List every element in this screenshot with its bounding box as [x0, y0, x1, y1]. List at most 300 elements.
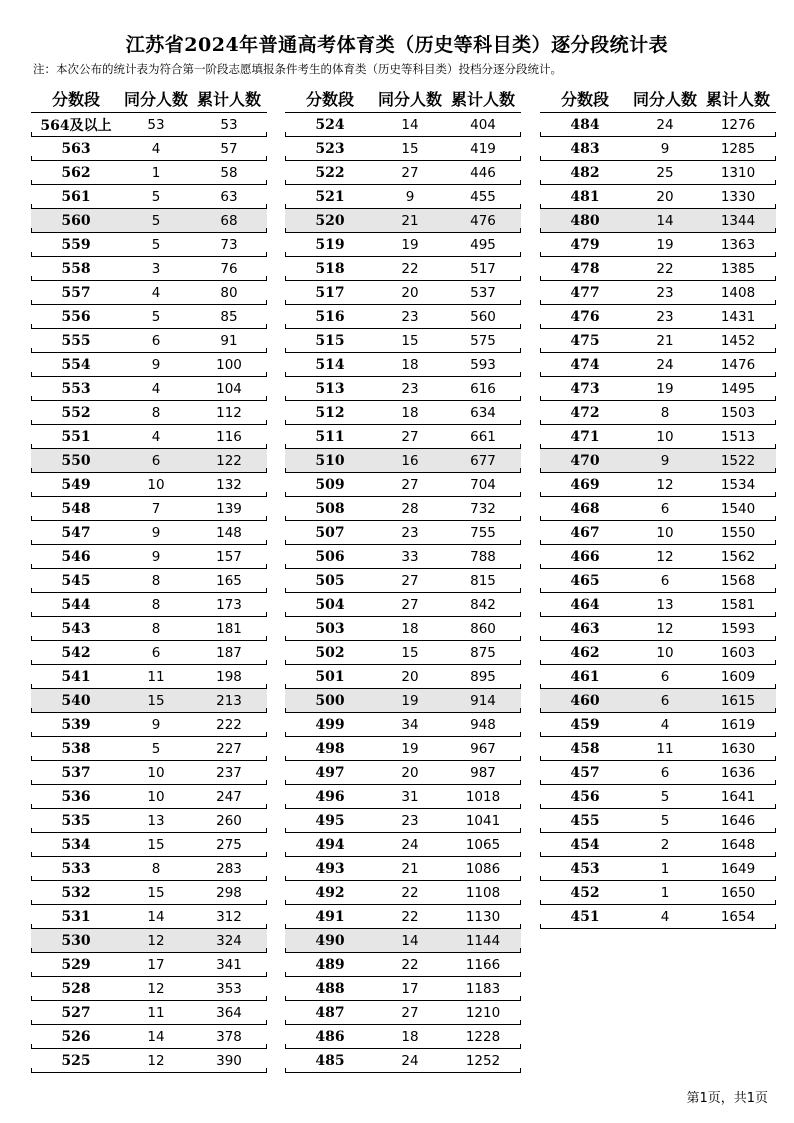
cumulative-count-cell: 1550 [720, 524, 756, 541]
cumulative-count-cell: 63 [220, 188, 238, 205]
score-cell: 556 [61, 308, 91, 325]
score-cell: 510 [315, 452, 345, 469]
same-score-count-cell: 12 [147, 980, 165, 997]
score-cell: 508 [315, 500, 345, 517]
table-row [31, 929, 267, 953]
table-row [31, 641, 267, 665]
score-cell: 562 [61, 164, 91, 181]
table-row [285, 161, 521, 185]
score-cell: 557 [61, 284, 91, 301]
header-same-score-count: 同分人数 [632, 89, 697, 109]
same-score-count-cell: 33 [401, 548, 419, 565]
table-row [285, 257, 521, 281]
same-score-count-cell: 8 [151, 404, 161, 421]
table-row [31, 953, 267, 977]
cumulative-count-cell: 593 [470, 356, 496, 373]
cumulative-count-cell: 73 [220, 236, 238, 253]
cumulative-count-cell: 1648 [720, 836, 756, 853]
score-cell: 494 [315, 836, 345, 853]
table-row [285, 569, 521, 593]
same-score-count-cell: 4 [151, 428, 161, 445]
cumulative-count-cell: 1344 [720, 212, 756, 229]
cumulative-count-cell: 181 [216, 620, 242, 637]
cumulative-count-cell: 1086 [465, 860, 501, 877]
table-row [285, 353, 521, 377]
same-score-count-cell: 18 [401, 356, 419, 373]
table-row [31, 281, 267, 305]
same-score-count-cell: 22 [401, 956, 419, 973]
same-score-count-cell: 9 [660, 452, 670, 469]
score-cell: 488 [315, 980, 345, 997]
table-row [540, 761, 776, 785]
cumulative-count-cell: 987 [470, 764, 496, 781]
score-cell: 469 [570, 476, 600, 493]
score-cell: 526 [61, 1028, 91, 1045]
table-row [285, 617, 521, 641]
cumulative-count-cell: 283 [216, 860, 242, 877]
cumulative-count-cell: 1654 [720, 908, 756, 925]
table-row [285, 737, 521, 761]
table-row [285, 809, 521, 833]
score-cell: 543 [61, 620, 91, 637]
same-score-count-cell: 9 [151, 524, 161, 541]
cumulative-count-cell: 1476 [720, 356, 756, 373]
same-score-count-cell: 6 [660, 692, 670, 709]
table-row [540, 809, 776, 833]
score-cell: 502 [315, 644, 345, 661]
score-cell: 534 [61, 836, 91, 853]
score-cell: 483 [570, 140, 600, 157]
score-cell: 465 [570, 572, 600, 589]
same-score-count-cell: 17 [147, 956, 165, 973]
same-score-count-cell: 14 [147, 908, 165, 925]
same-score-count-cell: 24 [656, 116, 674, 133]
cumulative-count-cell: 1495 [720, 380, 756, 397]
table-row [540, 881, 776, 905]
table-row [31, 329, 267, 353]
cumulative-count-cell: 1210 [465, 1004, 501, 1021]
table-row [31, 233, 267, 257]
cumulative-count-cell: 1562 [720, 548, 756, 565]
same-score-count-cell: 5 [151, 236, 161, 253]
score-cell: 563 [61, 140, 91, 157]
same-score-count-cell: 5 [151, 188, 161, 205]
table-row [285, 905, 521, 929]
table-row [285, 113, 521, 137]
cumulative-count-cell: 517 [470, 260, 496, 277]
cumulative-count-cell: 1522 [720, 452, 756, 469]
same-score-count-cell: 8 [151, 572, 161, 589]
table-row [31, 257, 267, 281]
score-cell: 515 [315, 332, 345, 349]
score-cell: 544 [61, 596, 91, 613]
table-row [31, 881, 267, 905]
table-row [31, 1001, 267, 1025]
score-cell: 496 [315, 788, 345, 805]
score-cell: 525 [61, 1052, 91, 1069]
cumulative-count-cell: 1018 [465, 788, 501, 805]
score-cell: 493 [315, 860, 345, 877]
cumulative-count-cell: 842 [470, 596, 496, 613]
cumulative-count-cell: 132 [216, 476, 242, 493]
same-score-count-cell: 16 [401, 452, 419, 469]
cumulative-count-cell: 312 [216, 908, 242, 925]
cumulative-count-cell: 634 [470, 404, 496, 421]
cumulative-count-cell: 1108 [465, 884, 501, 901]
score-cell: 504 [315, 596, 345, 613]
table-row [540, 545, 776, 569]
table-row [31, 689, 267, 713]
cumulative-count-cell: 100 [216, 356, 242, 373]
table-row [540, 665, 776, 689]
cumulative-count-cell: 1603 [720, 644, 756, 661]
same-score-count-cell: 5 [660, 788, 670, 805]
score-cell: 520 [315, 212, 345, 229]
score-cell: 545 [61, 572, 91, 589]
same-score-count-cell: 12 [147, 1052, 165, 1069]
cumulative-count-cell: 704 [470, 476, 496, 493]
table-row [31, 977, 267, 1001]
same-score-count-cell: 6 [660, 668, 670, 685]
same-score-count-cell: 11 [656, 740, 674, 757]
score-cell: 490 [315, 932, 345, 949]
same-score-count-cell: 4 [660, 716, 670, 733]
same-score-count-cell: 6 [660, 572, 670, 589]
table-row [540, 689, 776, 713]
score-cell: 492 [315, 884, 345, 901]
table-row [285, 929, 521, 953]
score-cell: 499 [315, 716, 345, 733]
table-row [31, 785, 267, 809]
score-cell: 454 [570, 836, 600, 853]
table-row [540, 329, 776, 353]
cumulative-count-cell: 616 [470, 380, 496, 397]
cumulative-count-cell: 1593 [720, 620, 756, 637]
cumulative-count-cell: 1166 [465, 956, 501, 973]
same-score-count-cell: 13 [656, 596, 674, 613]
table-row [31, 353, 267, 377]
table-row [285, 473, 521, 497]
same-score-count-cell: 6 [660, 500, 670, 517]
same-score-count-cell: 27 [401, 572, 419, 589]
score-cell: 477 [570, 284, 600, 301]
same-score-count-cell: 6 [151, 644, 161, 661]
same-score-count-cell: 19 [401, 692, 419, 709]
same-score-count-cell: 17 [401, 980, 419, 997]
score-cell: 470 [570, 452, 600, 469]
score-table-column-3 [540, 84, 776, 929]
score-cell: 514 [315, 356, 345, 373]
same-score-count-cell: 20 [401, 764, 419, 781]
same-score-count-cell: 10 [656, 644, 674, 661]
cumulative-count-cell: 967 [470, 740, 496, 757]
table-row [31, 497, 267, 521]
table-row [285, 1001, 521, 1025]
table-row [540, 521, 776, 545]
score-cell: 491 [315, 908, 345, 925]
cumulative-count-cell: 104 [216, 380, 242, 397]
score-cell: 466 [570, 548, 600, 565]
score-cell: 528 [61, 980, 91, 997]
same-score-count-cell: 12 [656, 476, 674, 493]
same-score-count-cell: 14 [401, 116, 419, 133]
same-score-count-cell: 28 [401, 500, 419, 517]
same-score-count-cell: 10 [656, 524, 674, 541]
score-cell: 503 [315, 620, 345, 637]
score-cell: 457 [570, 764, 600, 781]
cumulative-count-cell: 1630 [720, 740, 756, 757]
table-row [540, 785, 776, 809]
same-score-count-cell: 8 [151, 596, 161, 613]
score-cell: 555 [61, 332, 91, 349]
table-row [285, 1049, 521, 1073]
table-row [31, 617, 267, 641]
same-score-count-cell: 5 [151, 740, 161, 757]
score-cell: 501 [315, 668, 345, 685]
table-header [540, 84, 776, 113]
same-score-count-cell: 15 [147, 884, 165, 901]
table-row [285, 425, 521, 449]
same-score-count-cell: 25 [656, 164, 674, 181]
score-cell: 455 [570, 812, 600, 829]
table-row [31, 161, 267, 185]
score-cell: 475 [570, 332, 600, 349]
cumulative-count-cell: 560 [470, 308, 496, 325]
score-table-column-2 [285, 84, 521, 1073]
score-cell: 512 [315, 404, 345, 421]
same-score-count-cell: 27 [401, 164, 419, 181]
table-row [285, 281, 521, 305]
score-cell: 532 [61, 884, 91, 901]
cumulative-count-cell: 148 [216, 524, 242, 541]
same-score-count-cell: 19 [656, 236, 674, 253]
cumulative-count-cell: 213 [216, 692, 242, 709]
cumulative-count-cell: 139 [216, 500, 242, 517]
cumulative-count-cell: 68 [220, 212, 238, 229]
table-row [540, 305, 776, 329]
cumulative-count-cell: 58 [220, 164, 238, 181]
table-row [285, 521, 521, 545]
cumulative-count-cell: 187 [216, 644, 242, 661]
cumulative-count-cell: 1540 [720, 500, 756, 517]
cumulative-count-cell: 1276 [720, 116, 756, 133]
same-score-count-cell: 9 [151, 716, 161, 733]
score-cell: 517 [315, 284, 345, 301]
table-row [540, 833, 776, 857]
table-row [285, 665, 521, 689]
cumulative-count-cell: 575 [470, 332, 496, 349]
same-score-count-cell: 21 [401, 212, 419, 229]
cumulative-count-cell: 1310 [720, 164, 756, 181]
table-row [31, 833, 267, 857]
same-score-count-cell: 12 [656, 548, 674, 565]
same-score-count-cell: 9 [660, 140, 670, 157]
table-row [31, 425, 267, 449]
score-cell: 527 [61, 1004, 91, 1021]
same-score-count-cell: 10 [147, 764, 165, 781]
cumulative-count-cell: 85 [220, 308, 238, 325]
same-score-count-cell: 4 [660, 908, 670, 925]
score-cell: 531 [61, 908, 91, 925]
score-cell: 524 [315, 116, 345, 133]
score-cell: 540 [61, 692, 91, 709]
table-row [31, 521, 267, 545]
table-row [540, 209, 776, 233]
score-cell: 537 [61, 764, 91, 781]
score-cell: 476 [570, 308, 600, 325]
score-cell: 521 [315, 188, 345, 205]
cumulative-count-cell: 1252 [465, 1052, 501, 1069]
same-score-count-cell: 2 [660, 836, 670, 853]
cumulative-count-cell: 324 [216, 932, 242, 949]
table-row [285, 881, 521, 905]
same-score-count-cell: 8 [151, 620, 161, 637]
score-cell: 536 [61, 788, 91, 805]
score-cell: 533 [61, 860, 91, 877]
table-row [31, 545, 267, 569]
table-row [540, 857, 776, 881]
score-cell: 535 [61, 812, 91, 829]
same-score-count-cell: 1 [660, 884, 670, 901]
cumulative-count-cell: 116 [216, 428, 242, 445]
table-row [540, 593, 776, 617]
cumulative-count-cell: 788 [470, 548, 496, 565]
score-cell: 474 [570, 356, 600, 373]
table-row [540, 713, 776, 737]
score-cell: 561 [61, 188, 91, 205]
score-cell: 478 [570, 260, 600, 277]
same-score-count-cell: 20 [401, 668, 419, 685]
same-score-count-cell: 19 [401, 236, 419, 253]
cumulative-count-cell: 1408 [720, 284, 756, 301]
same-score-count-cell: 27 [401, 1004, 419, 1021]
header-same-score-count: 同分人数 [123, 89, 188, 109]
cumulative-count-cell: 1183 [465, 980, 501, 997]
cumulative-count-cell: 173 [216, 596, 242, 613]
table-row [285, 593, 521, 617]
table-row [285, 545, 521, 569]
same-score-count-cell: 12 [147, 932, 165, 949]
cumulative-count-cell: 1385 [720, 260, 756, 277]
table-row [31, 185, 267, 209]
same-score-count-cell: 31 [401, 788, 419, 805]
cumulative-count-cell: 419 [470, 140, 496, 157]
same-score-count-cell: 15 [147, 692, 165, 709]
same-score-count-cell: 21 [401, 860, 419, 877]
table-row [540, 377, 776, 401]
same-score-count-cell: 3 [151, 260, 161, 277]
same-score-count-cell: 18 [401, 404, 419, 421]
table-row [31, 377, 267, 401]
cumulative-count-cell: 860 [470, 620, 496, 637]
table-row [31, 857, 267, 881]
cumulative-count-cell: 112 [216, 404, 242, 421]
cumulative-count-cell: 446 [470, 164, 496, 181]
table-row [285, 857, 521, 881]
table-row [31, 737, 267, 761]
score-cell: 509 [315, 476, 345, 493]
score-cell: 479 [570, 236, 600, 253]
table-header [31, 84, 267, 113]
same-score-count-cell: 11 [147, 1004, 165, 1021]
cumulative-count-cell: 1641 [720, 788, 756, 805]
score-cell: 553 [61, 380, 91, 397]
cumulative-count-cell: 537 [470, 284, 496, 301]
table-row [540, 617, 776, 641]
table-row [540, 281, 776, 305]
same-score-count-cell: 14 [401, 932, 419, 949]
cumulative-count-cell: 122 [216, 452, 242, 469]
cumulative-count-cell: 1041 [465, 812, 501, 829]
cumulative-count-cell: 1285 [720, 140, 756, 157]
same-score-count-cell: 23 [401, 308, 419, 325]
header-cumulative-count: 累计人数 [196, 89, 261, 109]
same-score-count-cell: 8 [151, 860, 161, 877]
same-score-count-cell: 10 [147, 476, 165, 493]
table-row [31, 137, 267, 161]
cumulative-count-cell: 1649 [720, 860, 756, 877]
score-cell: 552 [61, 404, 91, 421]
table-row [540, 905, 776, 929]
cumulative-count-cell: 222 [216, 716, 242, 733]
cumulative-count-cell: 1228 [465, 1028, 501, 1045]
same-score-count-cell: 23 [656, 308, 674, 325]
cumulative-count-cell: 390 [216, 1052, 242, 1069]
same-score-count-cell: 27 [401, 476, 419, 493]
score-cell: 497 [315, 764, 345, 781]
same-score-count-cell: 12 [656, 620, 674, 637]
table-row [540, 449, 776, 473]
table-row [285, 329, 521, 353]
score-cell: 462 [570, 644, 600, 661]
table-row [31, 809, 267, 833]
score-cell: 467 [570, 524, 600, 541]
score-cell: 538 [61, 740, 91, 757]
table-row [285, 305, 521, 329]
cumulative-count-cell: 341 [216, 956, 242, 973]
cumulative-count-cell: 1513 [720, 428, 756, 445]
cumulative-count-cell: 76 [220, 260, 238, 277]
score-cell: 554 [61, 356, 91, 373]
table-row [540, 497, 776, 521]
score-cell: 500 [315, 692, 345, 709]
cumulative-count-cell: 1065 [465, 836, 501, 853]
score-cell: 547 [61, 524, 91, 541]
cumulative-count-cell: 378 [216, 1028, 242, 1045]
cumulative-count-cell: 198 [216, 668, 242, 685]
same-score-count-cell: 27 [401, 428, 419, 445]
cumulative-count-cell: 247 [216, 788, 242, 805]
table-row [540, 161, 776, 185]
cumulative-count-cell: 1363 [720, 236, 756, 253]
same-score-count-cell: 23 [401, 380, 419, 397]
table-row [31, 473, 267, 497]
table-row [31, 569, 267, 593]
score-cell: 505 [315, 572, 345, 589]
score-cell: 482 [570, 164, 600, 181]
score-cell: 523 [315, 140, 345, 157]
cumulative-count-cell: 1330 [720, 188, 756, 205]
score-cell: 559 [61, 236, 91, 253]
cumulative-count-cell: 732 [470, 500, 496, 517]
cumulative-count-cell: 1452 [720, 332, 756, 349]
cumulative-count-cell: 275 [216, 836, 242, 853]
same-score-count-cell: 15 [147, 836, 165, 853]
score-cell: 456 [570, 788, 600, 805]
same-score-count-cell: 4 [151, 140, 161, 157]
same-score-count-cell: 15 [401, 644, 419, 661]
table-row [31, 401, 267, 425]
